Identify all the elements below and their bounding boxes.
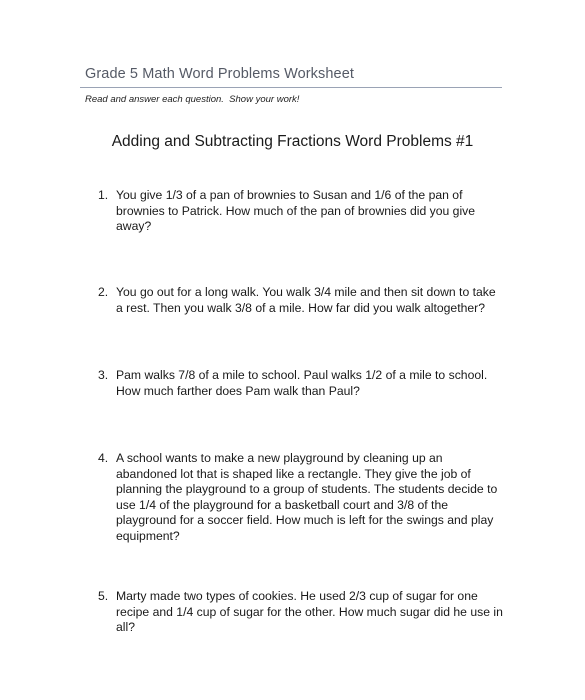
instructions-text: Read and answer each question. Show your work! (85, 94, 300, 105)
question-line: equipment? (116, 528, 180, 543)
question-line: You go out for a long walk. You walk 3/4 mile and then sit down to take (116, 285, 496, 299)
header-title: Grade 5 Math Word Problems Worksheet (85, 66, 355, 82)
question-line: You give 1/3 of a pan of brownies to Susan and 1/6 of the pan of (116, 188, 463, 202)
question-text (116, 188, 498, 235)
question-line: recipe and 1/4 cup of sugar for the other. How much sugar did he use in (116, 604, 503, 619)
question-text (116, 451, 498, 545)
question-line: Marty made two types of cookies. He used 2/3 cup of sugar for one (116, 589, 478, 603)
question-line: playground for a soccer field. How much is left for the swings and play (116, 513, 494, 528)
question-number: 5. (98, 589, 109, 603)
question-line: brownies to Patrick. How much of the pan of brownies did you give (116, 203, 476, 218)
question-number: 2. (98, 285, 109, 299)
question-text (116, 589, 503, 636)
question-line: all? (116, 620, 135, 635)
question-line: How much farther does Pam walk than Paul? (116, 383, 360, 398)
question-line: A school wants to make a new playground by cleaning up an (116, 451, 443, 465)
question-line: away? (116, 219, 152, 234)
question-number: 1. (98, 188, 109, 202)
question-text (116, 285, 498, 316)
question-number: 4. (98, 451, 109, 465)
question-line: Pam walks 7/8 of a mile to school. Paul walks 1/2 of a mile to school. (116, 368, 488, 382)
question-line: abandoned lot that is shaped like a rectangle. They give the job of (116, 466, 471, 481)
worksheet-title: Adding and Subtracting Fractions Word Problems #1 (111, 133, 474, 150)
question-number: 3. (98, 368, 109, 382)
question-text (116, 368, 498, 399)
question-line: planning the playground to a group of students. The students decide to (116, 482, 498, 497)
question-line: use 1/4 of the playground for a basketball court and 3/8 of the (116, 497, 448, 512)
question-line: a rest. Then you walk 3/8 of a mile. How far did you walk altogether? (116, 300, 485, 315)
